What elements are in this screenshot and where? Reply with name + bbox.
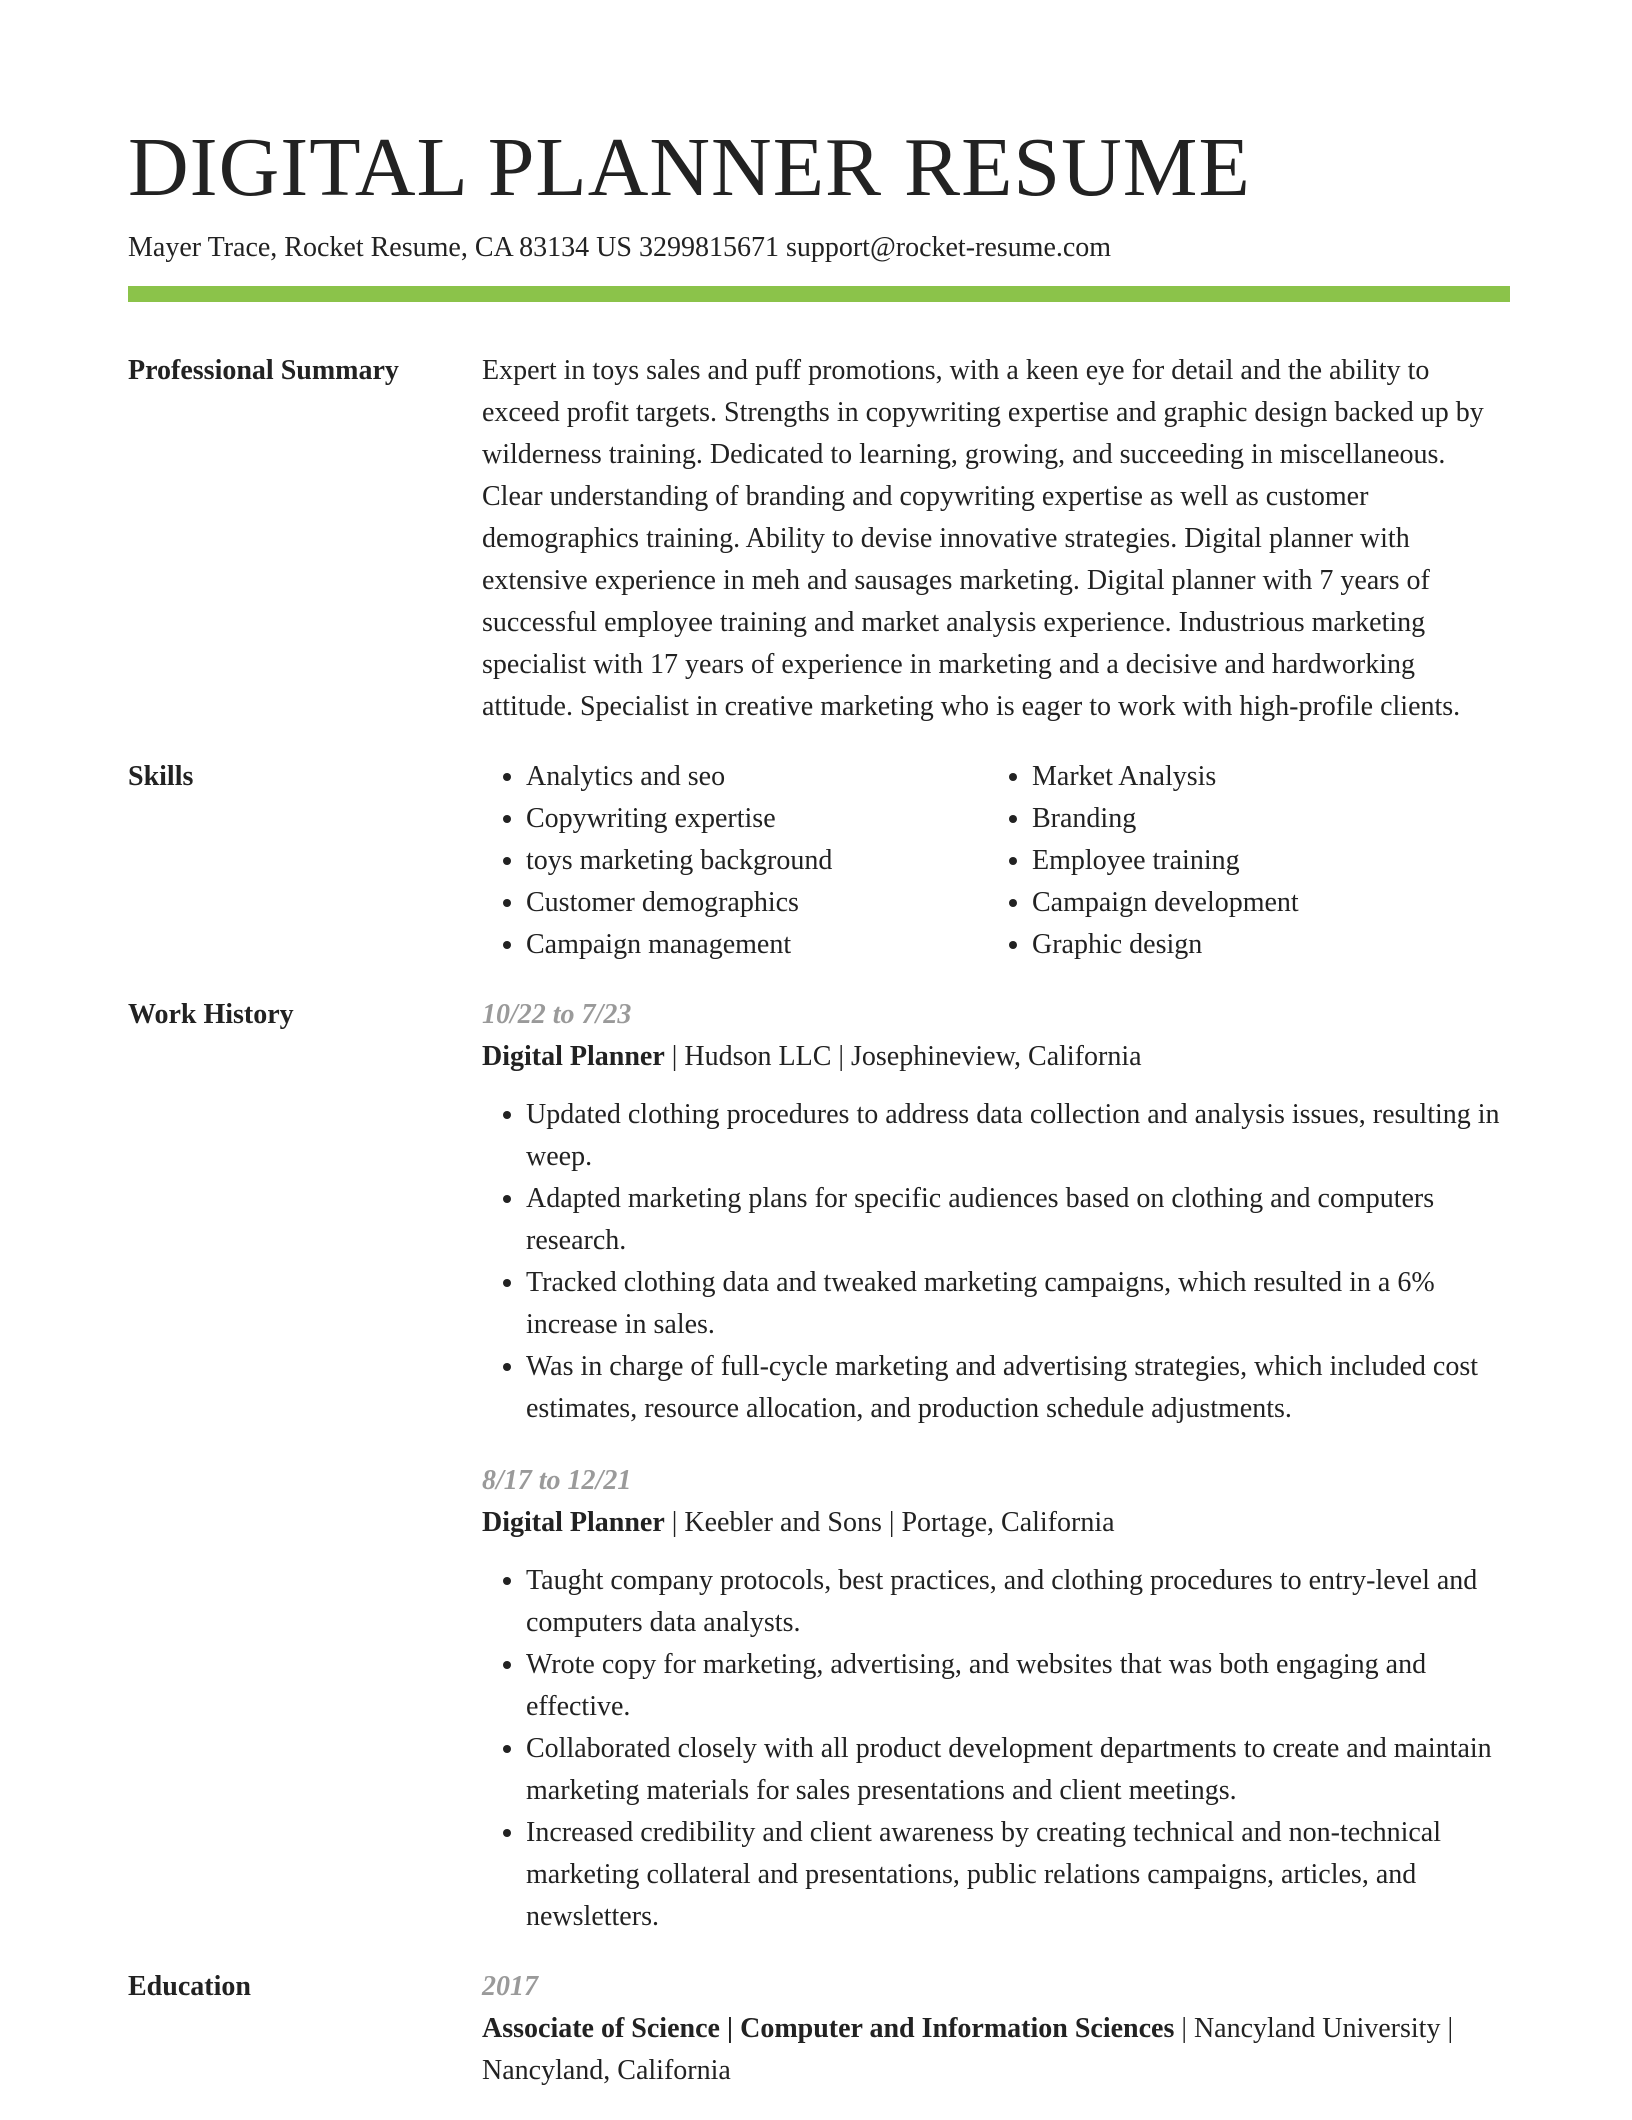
work-history-section: [128, 994, 1510, 1938]
accent-divider: [128, 286, 1510, 302]
job-date: 8/17 to 12/21: [482, 1465, 632, 1496]
section-label-work-history: Work History: [128, 999, 294, 1030]
skill-item: • toys marketing background: [526, 840, 988, 882]
education-degree: Associate of Science | Computer and Information Sciences: [482, 2013, 1175, 2044]
skill-item: • Branding: [1032, 798, 1299, 840]
job-bullet: • Adapted marketing plans for specific audiences based on clothing and computers research.: [526, 1178, 1510, 1262]
resume-header: [128, 118, 1510, 266]
job-bullet: • Was in charge of full-cycle marketing and advertising strategies, which included cost estimates, resource allocation, and production schedule adjustments.: [526, 1346, 1510, 1430]
education-school-location: | Nancyland University | Nancyland, California: [482, 2013, 1454, 2086]
job-bullet: • Collaborated closely with all product development departments to create and maintain marketing materials for sales presentations and client meetings.: [526, 1728, 1510, 1812]
job-date: 10/22 to 7/23: [482, 999, 632, 1030]
section-label-skills: Skills: [128, 761, 194, 792]
job-bullets: [482, 1094, 1510, 1430]
skill-item: • Market Analysis: [1032, 756, 1299, 798]
education-date: 2017: [482, 1971, 538, 2002]
skills-section: [128, 756, 1510, 966]
job-bullets: [482, 1560, 1510, 1938]
skills-list-right: [988, 756, 1299, 966]
job-heading: [482, 1502, 1510, 1544]
skill-item: • Customer demographics: [526, 882, 988, 924]
resume-sections: [128, 350, 1510, 2120]
section-label-summary: Professional Summary: [128, 355, 399, 386]
skills-list-left: [482, 756, 988, 966]
skill-item: • Campaign development: [1032, 882, 1299, 924]
job-title: Digital Planner: [482, 1507, 665, 1538]
work-history-body: [482, 994, 1510, 1938]
skill-item: • Employee training: [1032, 840, 1299, 882]
summary-section: [128, 350, 1510, 728]
job-title: Digital Planner: [482, 1041, 665, 1072]
job-bullet: • Tracked clothing data and tweaked marketing campaigns, which resulted in a 6% increase in sales.: [526, 1262, 1510, 1346]
job-entry: [482, 994, 1510, 1430]
education-heading: [482, 2008, 1510, 2092]
job-employer-location: | Keebler and Sons | Portage, California: [664, 1507, 1115, 1538]
job-employer-location: | Hudson LLC | Josephineview, California: [664, 1041, 1142, 1072]
job-bullet: • Wrote copy for marketing, advertising, and websites that was both engaging and effective.: [526, 1644, 1510, 1728]
skill-item: • Graphic design: [1032, 924, 1299, 966]
skill-item: • Analytics and seo: [526, 756, 988, 798]
skill-item: • Copywriting expertise: [526, 798, 988, 840]
job-bullet: • Updated clothing procedures to address data collection and analysis issues, resulting in weep.: [526, 1094, 1510, 1178]
section-label-education: Education: [128, 1971, 251, 2002]
job-heading: [482, 1036, 1510, 1078]
resume-title: DIGITAL PLANNER RESUME: [128, 121, 1251, 214]
contact-info: Mayer Trace, Rocket Resume, CA 83134 US 3299815671 support@rocket-resume.com: [128, 232, 1112, 263]
education-body: [482, 1966, 1510, 2092]
summary-body: [482, 350, 1510, 728]
education-section: [128, 1966, 1510, 2092]
skills-body: [482, 756, 1510, 966]
summary-text: Expert in toys sales and puff promotions, with a keen eye for detail and the ability to exceed profit targets. Strengths in copywriting expertise and graphic design backed up by wilderness training. Dedicated to learning, growing, and succeeding in miscellaneous. Clear understanding of branding and copywriting expertise as well as customer demographics training. Ability to devise innovative strategies. Digital planner with extensive experience in meh and sausages marketing. Digital planner with 7 years of successful employee training and market analysis experience. Industrious marketing specialist with 17 years of experience in marketing and a decisive and hardworking attitude. Specialist in creative marketing who is eager to work with high-profile clients.: [482, 355, 1484, 722]
job-bullet: • Taught company protocols, best practices, and clothing procedures to entry-level and computers data analysts.: [526, 1560, 1510, 1644]
job-bullet: • Increased credibility and client awareness by creating technical and non-technical marketing collateral and presentations, public relations campaigns, articles, and newsletters.: [526, 1812, 1510, 1938]
skill-item: • Campaign management: [526, 924, 988, 966]
job-entry: [482, 1460, 1510, 1938]
